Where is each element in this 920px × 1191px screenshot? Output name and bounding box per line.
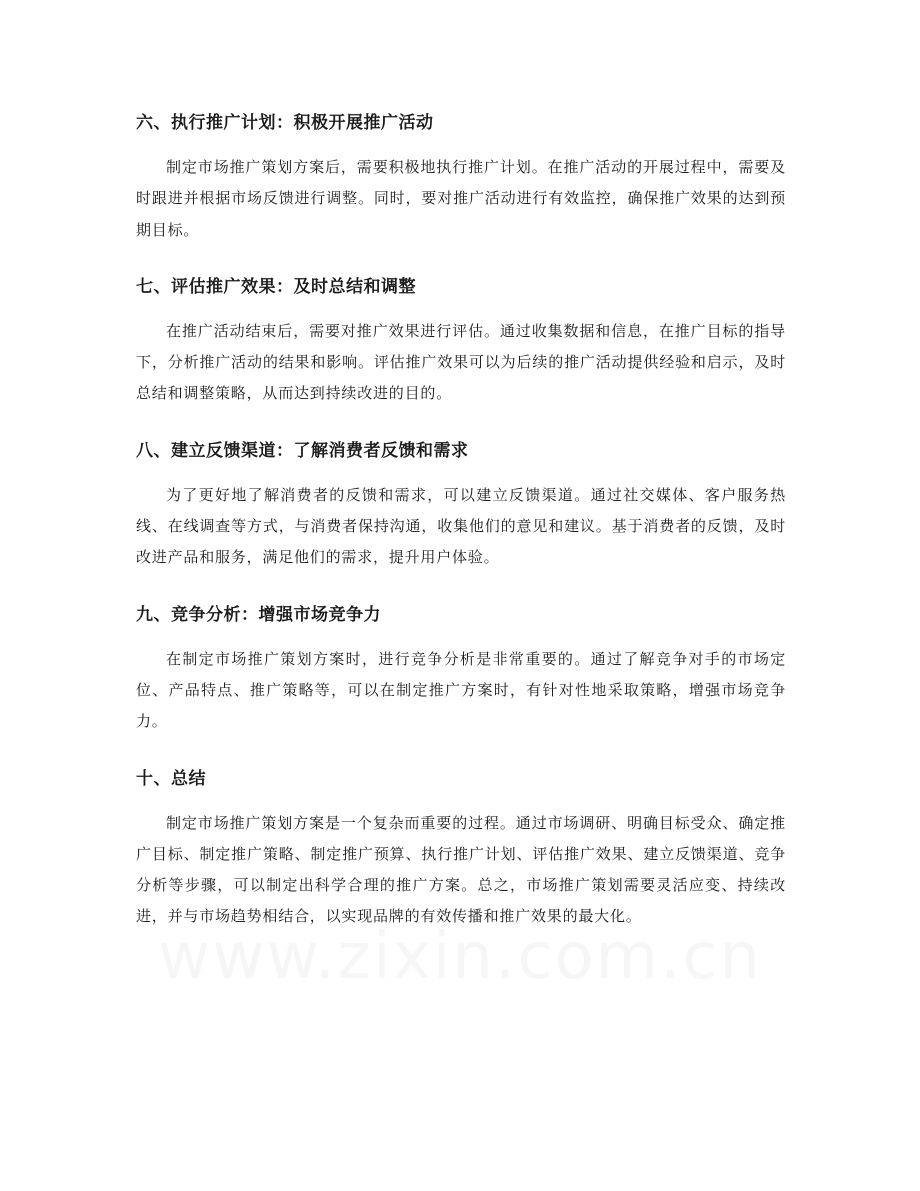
document-body bbox=[136, 104, 786, 955]
section-7 bbox=[136, 268, 786, 410]
section-heading: 九、竞争分析：增强市场竞争力 bbox=[136, 604, 381, 625]
section-9 bbox=[136, 596, 786, 738]
section-heading: 六、执行推广计划：积极开展推广活动 bbox=[136, 113, 434, 133]
section-paragraph: 在制定市场推广策划方案时，进行竞争分析是非常重要的。通过了解竞争对手的市场定位、产品特点、推广策略等，可以在制定推广方案时，有针对性地采取策略，增强市场竞争力。 bbox=[136, 649, 786, 731]
section-6 bbox=[136, 104, 786, 246]
section-8 bbox=[136, 432, 786, 574]
section-heading: 十、总结 bbox=[136, 768, 206, 789]
section-heading: 八、建立反馈渠道：了解消费者反馈和需求 bbox=[136, 440, 469, 461]
section-paragraph: 为了更好地了解消费者的反馈和需求，可以建立反馈渠道。通过社交媒体、客户服务热线、在线调查等方式，与消费者保持沟通，收集他们的意见和建议。基于消费者的反馈，及时改进产品和服务，满足他们的需求，提升用户体验。 bbox=[136, 485, 786, 567]
section-10 bbox=[136, 760, 786, 933]
section-paragraph: 制定市场推广策划方案后，需要积极地执行推广计划。在推广活动的开展过程中，需要及时跟进并根据市场反馈进行调整。同时，要对推广活动进行有效监控，确保推广效果的达到预期目标。 bbox=[136, 158, 786, 239]
section-paragraph: 制定市场推广策划方案是一个复杂而重要的过程。通过市场调研、明确目标受众、确定推广目标、制定推广策略、制定推广预算、执行推广计划、评估推广效果、建立反馈渠道、竞争分析等步骤，可以制定出科学合理的推广方案。总之，市场推广策划需要灵活应变、持续改进，并与市场趋势相结合，以实现品牌的有效传播和推广效果的最大化。 bbox=[136, 813, 786, 926]
section-paragraph: 在推广活动结束后，需要对推广效果进行评估。通过收集数据和信息，在推广目标的指导下，分析推广活动的结果和影响。评估推广效果可以为后续的推广活动提供经验和启示，及时总结和调整策略，从而达到持续改进的目的。 bbox=[136, 321, 786, 403]
section-heading: 七、评估推广效果：及时总结和调整 bbox=[136, 276, 416, 297]
